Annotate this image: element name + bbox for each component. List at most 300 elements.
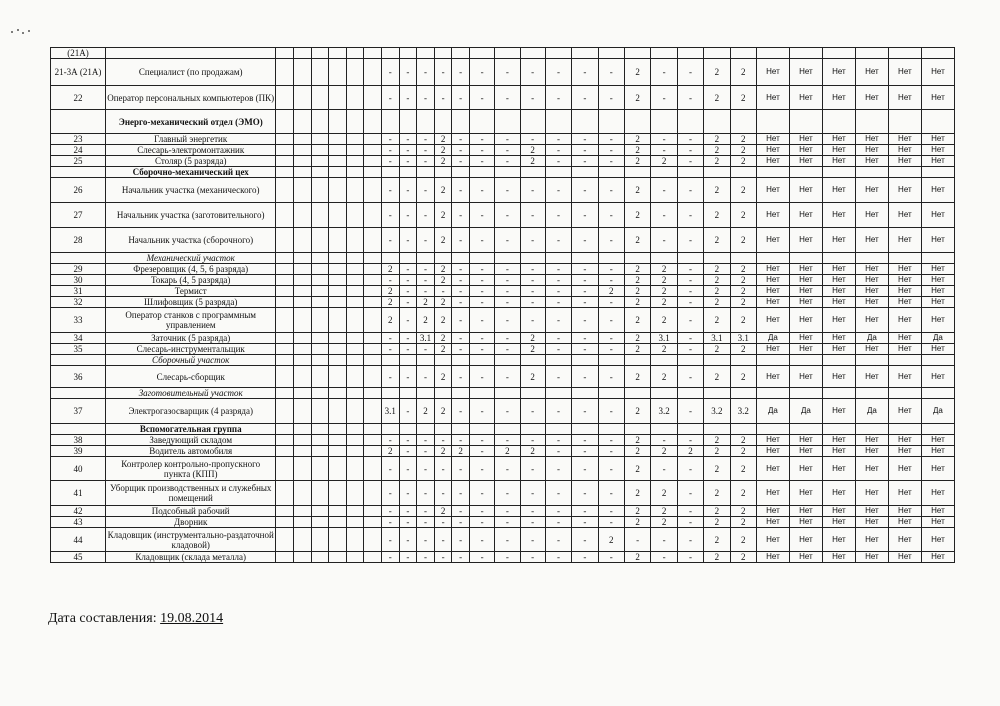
hazard-class-cell: - [452, 297, 470, 308]
hazard-class-cell: - [545, 446, 571, 457]
guarantee-flag-cell: Нет [855, 435, 888, 446]
hazard-class-cell: - [572, 517, 598, 528]
hazard-class-cell: - [452, 308, 470, 333]
empty-cell [364, 228, 382, 253]
empty-cell [417, 355, 435, 366]
hazard-class-cell: - [598, 435, 624, 446]
guarantee-flag-cell: Нет [756, 286, 789, 297]
hazard-class-cell: 2 [434, 399, 452, 424]
hazard-class-cell: 2 [417, 297, 435, 308]
hazard-class-cell: - [417, 366, 435, 388]
hazard-class-cell: - [495, 481, 520, 506]
compilation-date-line [48, 611, 223, 627]
guarantee-flag-cell: Нет [789, 156, 822, 167]
guarantee-flag-cell: Нет [888, 446, 921, 457]
empty-cell [364, 275, 382, 286]
hazard-class-cell: 2 [434, 264, 452, 275]
guarantee-flag-cell: Нет [756, 145, 789, 156]
hazard-class-cell: - [452, 59, 470, 86]
row-number-cell: 26 [51, 178, 106, 203]
subsection-header-row [51, 253, 955, 264]
hazard-class-cell: - [495, 457, 520, 481]
empty-cell [452, 424, 470, 435]
hazard-class-cell: 2 [704, 366, 730, 388]
hazard-class-cell: 2 [520, 145, 545, 156]
guarantee-flag-cell: Нет [789, 481, 822, 506]
hazard-class-cell: - [469, 203, 494, 228]
section-header-row [51, 110, 955, 134]
empty-cell [329, 528, 347, 552]
empty-cell [346, 156, 364, 167]
empty-cell [346, 297, 364, 308]
hazard-class-cell: 2 [651, 506, 677, 517]
empty-cell [364, 388, 382, 399]
hazard-class-cell: 2 [730, 286, 756, 297]
hazard-class-cell: - [382, 86, 400, 110]
empty-cell [704, 110, 730, 134]
guarantee-flag-cell: Нет [756, 457, 789, 481]
guarantee-flag-cell: Нет [888, 366, 921, 388]
empty-cell [294, 528, 312, 552]
hazard-class-cell: - [399, 528, 417, 552]
guarantee-flag-cell: Нет [888, 264, 921, 275]
empty-cell [382, 355, 400, 366]
guarantee-flag-cell: Нет [822, 275, 855, 286]
empty-cell [789, 167, 822, 178]
guarantee-flag-cell: Нет [822, 145, 855, 156]
hazard-class-cell: 3.1 [651, 333, 677, 344]
empty-cell [855, 388, 888, 399]
hazard-class-cell: - [677, 178, 703, 203]
empty-cell [822, 355, 855, 366]
row-number-cell: 37 [51, 399, 106, 424]
guarantee-flag-cell: Нет [855, 264, 888, 275]
empty-cell [311, 388, 329, 399]
empty-cell [756, 110, 789, 134]
hazard-class-cell: 2 [434, 446, 452, 457]
hazard-class-cell: - [399, 156, 417, 167]
row-number-cell: 31 [51, 286, 106, 297]
hazard-class-cell: - [417, 156, 435, 167]
table-row [51, 308, 955, 333]
row-number-cell: 27 [51, 203, 106, 228]
hazard-class-cell: - [469, 228, 494, 253]
empty-cell [469, 110, 494, 134]
guarantee-flag-cell: Нет [855, 145, 888, 156]
hazard-class-cell: - [495, 297, 520, 308]
table-row [51, 145, 955, 156]
hazard-class-cell: - [572, 228, 598, 253]
empty-cell [276, 457, 294, 481]
guarantee-flag-cell: Нет [921, 344, 954, 355]
hazard-class-cell: - [417, 481, 435, 506]
empty-cell [346, 286, 364, 297]
hazard-class-cell: - [572, 308, 598, 333]
hazard-class-cell: - [598, 264, 624, 275]
empty-cell [921, 110, 954, 134]
hazard-class-cell: - [495, 145, 520, 156]
hazard-class-cell: 2 [624, 228, 650, 253]
hazard-class-cell: 2 [624, 333, 650, 344]
hazard-class-cell: - [469, 178, 494, 203]
hazard-class-cell: - [545, 286, 571, 297]
row-number-cell: 22 [51, 86, 106, 110]
empty-cell [572, 110, 598, 134]
empty-cell [677, 253, 703, 264]
guarantee-flag-cell: Нет [855, 457, 888, 481]
subsection-header-row [51, 388, 955, 399]
row-number-cell [51, 110, 106, 134]
guarantee-flag-cell: Нет [888, 178, 921, 203]
guarantee-flag-cell: Нет [921, 506, 954, 517]
hazard-class-cell: - [452, 344, 470, 355]
guarantee-flag-cell [789, 48, 822, 59]
guarantee-flag-cell: Нет [888, 134, 921, 145]
guarantee-flag-cell: Нет [888, 528, 921, 552]
hazard-class-cell: - [495, 59, 520, 86]
hazard-class-cell [495, 48, 520, 59]
hazard-class-cell: - [572, 435, 598, 446]
hazard-class-cell: - [598, 86, 624, 110]
hazard-class-cell: - [382, 178, 400, 203]
empty-cell [346, 528, 364, 552]
row-number-cell: 25 [51, 156, 106, 167]
hazard-class-cell: 2 [704, 297, 730, 308]
hazard-class-cell: - [677, 333, 703, 344]
empty-cell [276, 86, 294, 110]
hazard-class-cell: 2 [730, 446, 756, 457]
hazard-class-cell: - [598, 457, 624, 481]
hazard-class-cell: 2 [434, 178, 452, 203]
empty-cell [329, 178, 347, 203]
table-row [51, 446, 955, 457]
empty-cell [469, 167, 494, 178]
hazard-class-cell: 2 [704, 457, 730, 481]
guarantee-flag-cell: Нет [756, 481, 789, 506]
hazard-class-cell: - [495, 134, 520, 145]
table-row [51, 435, 955, 446]
empty-cell [276, 528, 294, 552]
hazard-class-cell: 2 [704, 435, 730, 446]
guarantee-flag-cell: Нет [789, 86, 822, 110]
row-number-cell: 34 [51, 333, 106, 344]
empty-cell [921, 424, 954, 435]
hazard-class-cell: - [572, 481, 598, 506]
empty-cell [495, 355, 520, 366]
table-row [51, 552, 955, 563]
hazard-class-cell: 2 [598, 528, 624, 552]
hazard-class-cell: 2 [624, 481, 650, 506]
hazard-class-cell: - [545, 333, 571, 344]
guarantee-flag-cell: Нет [789, 366, 822, 388]
hazard-class-cell: - [469, 528, 494, 552]
hazard-class-cell: - [399, 308, 417, 333]
table-row [51, 366, 955, 388]
guarantee-flag-cell: Нет [855, 344, 888, 355]
hazard-class-cell: 2 [624, 446, 650, 457]
guarantee-flag-cell: Нет [921, 297, 954, 308]
hazard-class-cell: - [677, 264, 703, 275]
empty-cell [276, 355, 294, 366]
hazard-class-cell: - [399, 59, 417, 86]
empty-cell [276, 424, 294, 435]
empty-cell [704, 355, 730, 366]
empty-cell [789, 424, 822, 435]
empty-cell [921, 253, 954, 264]
empty-cell [888, 388, 921, 399]
empty-cell [346, 264, 364, 275]
hazard-class-cell: 2 [624, 308, 650, 333]
hazard-class-cell: - [469, 552, 494, 563]
hazard-class-cell [704, 48, 730, 59]
table-row [51, 457, 955, 481]
guarantee-flag-cell: Нет [756, 517, 789, 528]
empty-cell [888, 355, 921, 366]
hazard-class-cell: - [417, 264, 435, 275]
row-number-cell: 29 [51, 264, 106, 275]
empty-cell [329, 167, 347, 178]
guarantee-flag-cell: Да [855, 399, 888, 424]
hazard-class-cell: - [382, 481, 400, 506]
hazard-class-cell: - [598, 178, 624, 203]
hazard-class-cell: - [452, 86, 470, 110]
hazard-class-cell: - [545, 275, 571, 286]
empty-cell [364, 366, 382, 388]
guarantee-flag-cell: Нет [921, 308, 954, 333]
table-row [51, 59, 955, 86]
empty-cell [294, 167, 312, 178]
empty-cell [434, 167, 452, 178]
hazard-class-cell: - [452, 275, 470, 286]
profession-name-cell [105, 48, 275, 59]
hazard-class-cell: - [417, 59, 435, 86]
hazard-class-cell: 2 [382, 308, 400, 333]
hazard-class-cell: 2 [624, 134, 650, 145]
guarantee-flag-cell: Нет [756, 552, 789, 563]
guarantee-flag-cell: Нет [921, 178, 954, 203]
guarantee-flag-cell: Нет [855, 59, 888, 86]
empty-cell [382, 110, 400, 134]
guarantee-flag-cell: Нет [822, 286, 855, 297]
hazard-class-cell: 3.2 [730, 399, 756, 424]
section-title: Вспомогательная группа [105, 424, 275, 435]
empty-cell [452, 253, 470, 264]
subsection-title: Заготовительный участок [105, 388, 275, 399]
hazard-class-cell: - [624, 528, 650, 552]
hazard-class-cell: - [598, 275, 624, 286]
empty-cell [294, 275, 312, 286]
guarantee-flag-cell: Нет [756, 156, 789, 167]
hazard-class-cell [624, 48, 650, 59]
hazard-class-cell: - [434, 59, 452, 86]
guarantee-flag-cell: Нет [822, 178, 855, 203]
guarantee-flag-cell: Нет [855, 552, 888, 563]
row-number-cell: 42 [51, 506, 106, 517]
hazard-class-cell: - [677, 297, 703, 308]
guarantee-flag-cell: Нет [822, 156, 855, 167]
hazard-class-cell: 2 [730, 134, 756, 145]
hazard-class-cell: - [545, 145, 571, 156]
empty-cell [294, 228, 312, 253]
empty-cell [572, 167, 598, 178]
guarantee-flag-cell: Нет [855, 297, 888, 308]
empty-cell [311, 333, 329, 344]
empty-cell [624, 388, 650, 399]
hazard-class-cell: - [417, 228, 435, 253]
hazard-class-cell: - [520, 178, 545, 203]
hazard-class-cell: - [677, 552, 703, 563]
hazard-class-cell: - [520, 297, 545, 308]
profession-name-cell: Шлифовщик (5 разряда) [105, 297, 275, 308]
hazard-class-cell: - [469, 435, 494, 446]
empty-cell [311, 399, 329, 424]
hazard-class-cell: - [520, 308, 545, 333]
row-number-cell: 38 [51, 435, 106, 446]
empty-cell [624, 424, 650, 435]
guarantee-flag-cell: Нет [789, 264, 822, 275]
empty-cell [311, 517, 329, 528]
empty-cell [572, 355, 598, 366]
empty-cell [495, 253, 520, 264]
guarantee-flag-cell: Нет [822, 435, 855, 446]
hazard-class-cell: 2 [382, 286, 400, 297]
empty-cell [364, 286, 382, 297]
empty-cell [294, 253, 312, 264]
empty-cell [520, 253, 545, 264]
guarantee-flag-cell: Нет [888, 506, 921, 517]
hazard-class-cell: - [469, 145, 494, 156]
hazard-class-cell: 2 [520, 333, 545, 344]
hazard-class-cell [545, 48, 571, 59]
empty-cell [598, 355, 624, 366]
hazard-class-cell: - [399, 264, 417, 275]
empty-cell [434, 253, 452, 264]
empty-cell [346, 308, 364, 333]
hazard-class-cell: - [469, 457, 494, 481]
hazard-class-cell: - [520, 59, 545, 86]
guarantee-flag-cell: Нет [756, 446, 789, 457]
empty-cell [346, 167, 364, 178]
hazard-class-cell [677, 48, 703, 59]
empty-cell [294, 308, 312, 333]
guarantee-flag-cell: Нет [921, 366, 954, 388]
profession-name-cell: Дворник [105, 517, 275, 528]
empty-cell [294, 48, 312, 59]
guarantee-flag-cell: Нет [921, 552, 954, 563]
guarantee-flag-cell [921, 48, 954, 59]
hazard-class-cell: 2 [730, 203, 756, 228]
profession-name-cell: Начальник участка (сборочного) [105, 228, 275, 253]
hazard-class-cell: - [520, 517, 545, 528]
guarantee-flag-cell: Нет [822, 399, 855, 424]
guarantee-flag-cell: Нет [789, 528, 822, 552]
hazard-class-cell: - [545, 228, 571, 253]
empty-cell [311, 264, 329, 275]
empty-cell [704, 253, 730, 264]
hazard-class-cell: - [399, 297, 417, 308]
hazard-class-cell: - [382, 552, 400, 563]
hazard-class-cell: - [572, 333, 598, 344]
profession-name-cell: Водитель автомобиля [105, 446, 275, 457]
profession-name-cell: Фрезеровщик (4, 5, 6 разряда) [105, 264, 275, 275]
table-row [51, 399, 955, 424]
empty-cell [399, 424, 417, 435]
hazard-class-cell: 2 [730, 481, 756, 506]
guarantee-flag-cell: Нет [921, 134, 954, 145]
empty-cell [704, 167, 730, 178]
empty-cell [294, 134, 312, 145]
empty-cell [329, 203, 347, 228]
empty-cell [855, 355, 888, 366]
hazard-class-cell: - [417, 528, 435, 552]
row-number-cell: 24 [51, 145, 106, 156]
hazard-class-cell: 3.1 [730, 333, 756, 344]
guarantee-flag-cell: Да [855, 333, 888, 344]
empty-cell [520, 110, 545, 134]
subsection-title: Механический участок [105, 253, 275, 264]
hazard-class-cell: - [545, 264, 571, 275]
guarantee-flag-cell: Нет [822, 366, 855, 388]
hazard-class-cell: - [572, 264, 598, 275]
hazard-class-cell: - [399, 552, 417, 563]
hazard-class-cell: 2 [624, 435, 650, 446]
hazard-class-cell: - [520, 481, 545, 506]
hazard-class-cell: - [399, 145, 417, 156]
guarantee-flag-cell: Нет [888, 203, 921, 228]
hazard-class-cell [417, 48, 435, 59]
hazard-class-cell: - [572, 145, 598, 156]
guarantee-flag-cell: Нет [822, 86, 855, 110]
hazard-class-cell: - [469, 59, 494, 86]
empty-cell [598, 110, 624, 134]
empty-cell [572, 424, 598, 435]
empty-cell [364, 178, 382, 203]
empty-cell [364, 110, 382, 134]
subsection-title: Сборочный участок [105, 355, 275, 366]
hazard-class-cell: 2 [704, 228, 730, 253]
empty-cell [624, 253, 650, 264]
empty-cell [346, 178, 364, 203]
hazard-class-cell: - [520, 264, 545, 275]
empty-cell [364, 253, 382, 264]
hazard-class-cell: 2 [704, 86, 730, 110]
guarantee-flag-cell: Нет [822, 203, 855, 228]
hazard-class-cell: - [677, 517, 703, 528]
guarantee-flag-cell: Нет [789, 552, 822, 563]
hazard-class-cell: - [598, 481, 624, 506]
empty-cell [364, 552, 382, 563]
row-number-cell: 45 [51, 552, 106, 563]
empty-cell [756, 388, 789, 399]
guarantee-flag-cell: Нет [822, 457, 855, 481]
empty-cell [651, 424, 677, 435]
hazard-class-cell: - [520, 286, 545, 297]
empty-cell [276, 446, 294, 457]
guarantee-flag-cell: Нет [921, 446, 954, 457]
hazard-class-cell: 2 [704, 156, 730, 167]
table-row [51, 528, 955, 552]
hazard-class-cell: - [382, 203, 400, 228]
hazard-class-cell [382, 48, 400, 59]
hazard-class-cell: 2 [704, 134, 730, 145]
row-number-cell: 39 [51, 446, 106, 457]
empty-cell [311, 134, 329, 145]
hazard-class-cell: 2 [704, 344, 730, 355]
profession-name-cell: Слесарь-инструментальщик [105, 344, 275, 355]
hazard-class-cell: 3.1 [704, 333, 730, 344]
empty-cell [276, 481, 294, 506]
hazard-class-cell: - [417, 457, 435, 481]
